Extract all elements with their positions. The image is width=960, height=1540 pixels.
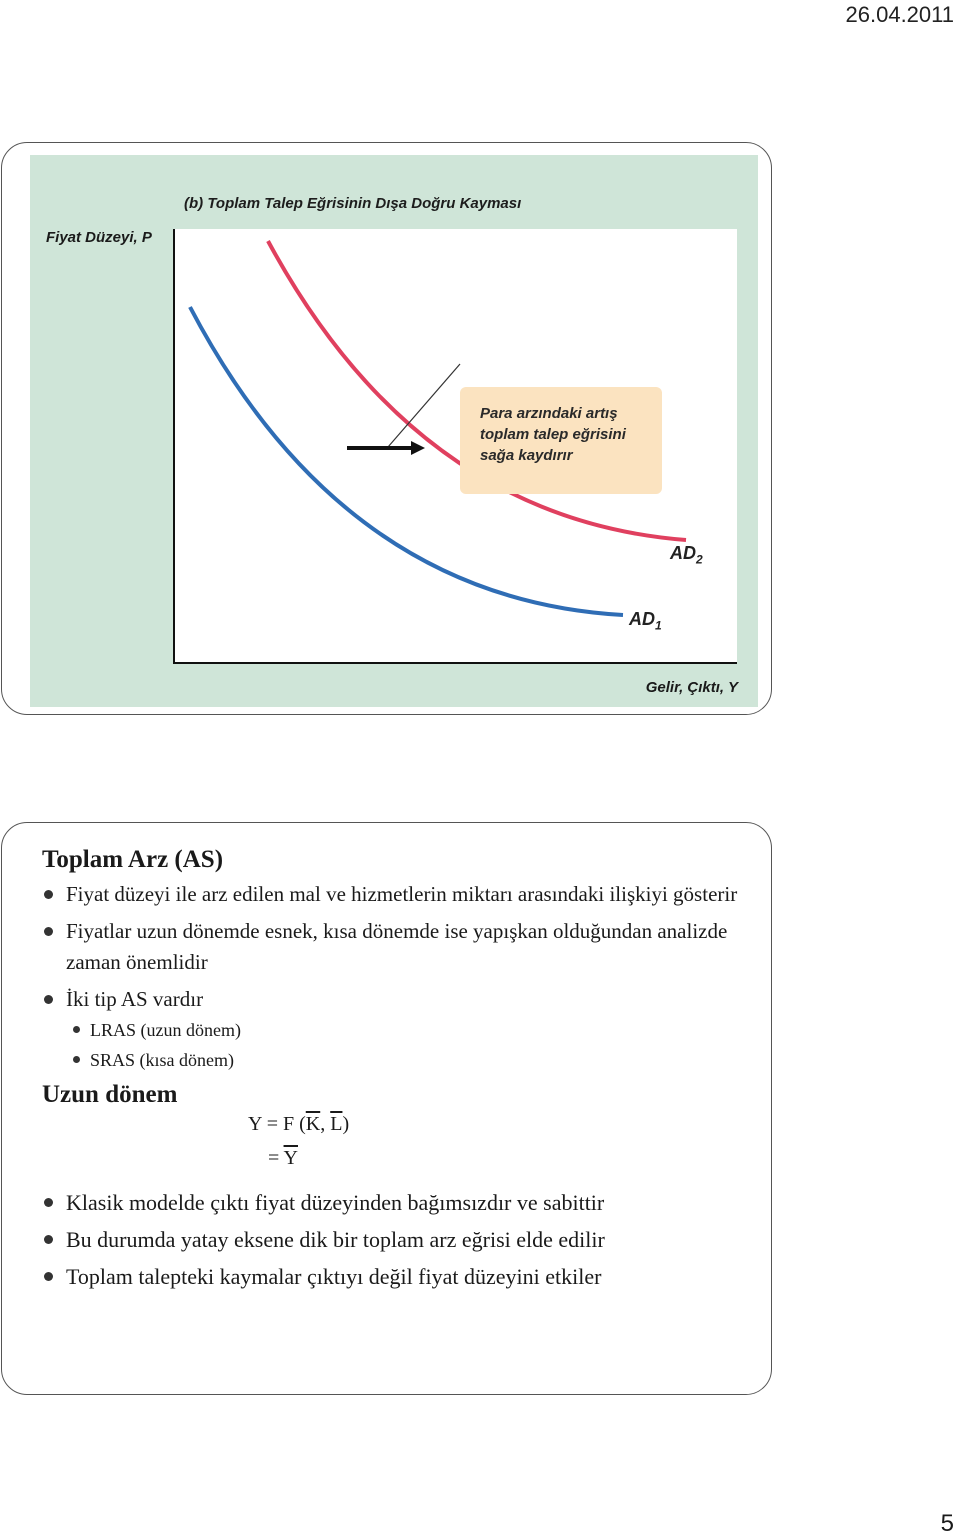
chart-panel xyxy=(30,155,758,707)
callout-line: sağa kaydırır xyxy=(480,447,573,464)
date-stamp: 26.04.2011 xyxy=(845,2,954,27)
sub-bullet-item: SRAS (kısa dönem) xyxy=(42,1045,762,1075)
shift-arrow-head xyxy=(411,441,425,455)
page-number: 5 xyxy=(940,1510,954,1537)
callout-line: Para arzındaki artış xyxy=(480,405,618,422)
equation-line-2: = $\overline{Y}$ xyxy=(268,1147,298,1169)
chart-title: (b) Toplam Talep Eğrisinin Dışa Doğru Kayması xyxy=(184,195,522,212)
bullet-item: Fiyat düzeyi ile arz edilen mal ve hizmetlerin miktarı arasındaki ilişkiyi gösterir xyxy=(42,879,762,910)
callout-line: toplam talep eğrisini xyxy=(480,426,626,443)
plot-area xyxy=(173,229,737,664)
equation-line-1: Y = F ($\overline{K}$, $\overline{L}$) xyxy=(248,1113,350,1135)
bullet-list xyxy=(42,879,762,1075)
bullet-item: Toplam talepteki kaymalar çıktıyı değil fiyat düzeyini etkiler xyxy=(42,1261,762,1292)
bullet-item: İki tip AS vardır xyxy=(42,984,762,1015)
bullet-item: Klasik modelde çıktı fiyat düzeyinden bağımsızdır ve sabittir xyxy=(42,1187,762,1218)
ad2-label: $AD_2$ xyxy=(670,543,703,567)
sub-bullet-item: LRAS (uzun dönem) xyxy=(42,1015,762,1045)
bullet-item: Bu durumda yatay eksene dik bir toplam arz eğrisi elde edilir xyxy=(42,1224,762,1255)
section-heading: Uzun dönem xyxy=(42,1081,178,1108)
slide-heading: Toplam Arz (AS) xyxy=(42,846,224,873)
y-axis-label: Fiyat Düzeyi, P xyxy=(46,229,152,246)
x-axis-label: Gelir, Çıktı, Y xyxy=(645,679,738,696)
ad1-label: $AD_1$ xyxy=(629,609,662,633)
bullet-item: Fiyatlar uzun dönemde esnek, kısa dönemde ise yapışkan olduğundan analizde zaman önemlidir xyxy=(42,916,762,978)
slide-aggregate-supply xyxy=(1,822,772,1395)
callout-box xyxy=(460,387,662,494)
slide-ad-shift xyxy=(1,142,772,715)
production-equation xyxy=(42,1113,762,1187)
slide-text-area xyxy=(42,843,762,1298)
bullet-list-2 xyxy=(42,1187,762,1292)
